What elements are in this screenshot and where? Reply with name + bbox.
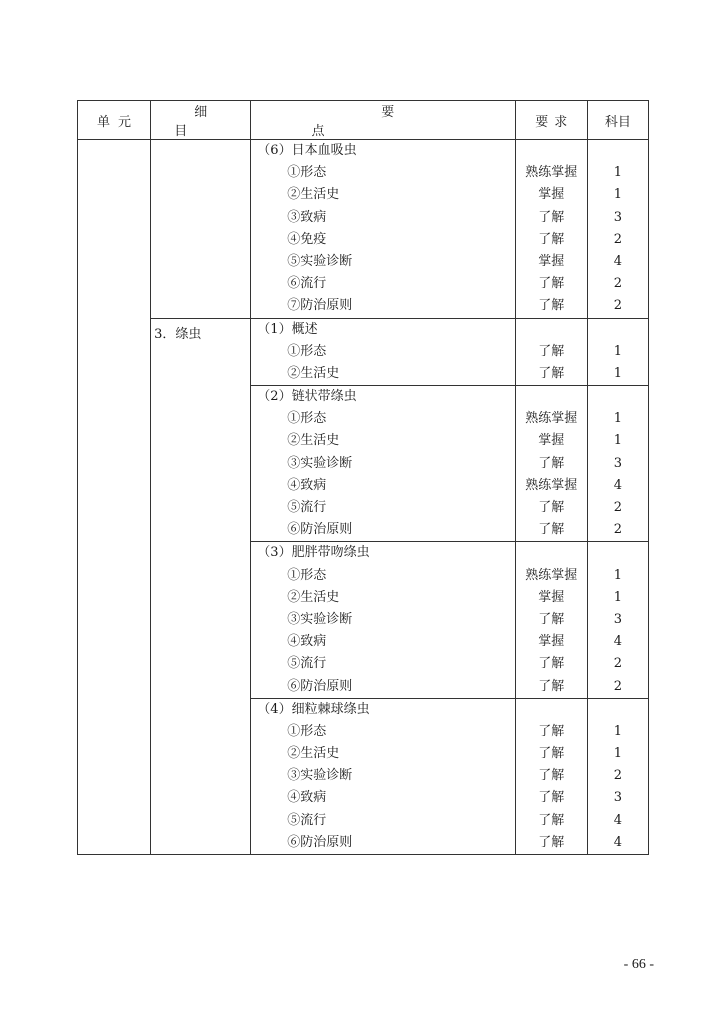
subject-value: 3 bbox=[613, 611, 623, 627]
header-subcategory: 细目 bbox=[151, 101, 251, 140]
requirement-cell bbox=[515, 140, 587, 319]
subject-value: 1 bbox=[613, 165, 623, 181]
subject-value: 2 bbox=[613, 768, 623, 784]
subject-value: 2 bbox=[613, 656, 623, 672]
requirement-value: 了解 bbox=[538, 723, 565, 739]
requirement-value: 熟练掌握 bbox=[525, 411, 578, 427]
requirement-value: 掌握 bbox=[538, 589, 565, 605]
subject-value: 3 bbox=[613, 455, 623, 471]
subject-cell bbox=[587, 698, 648, 854]
key-point-item: ⑥防治原则 bbox=[287, 522, 353, 538]
key-point-item: ④致病 bbox=[287, 634, 327, 650]
key-point-item: ⑤流行 bbox=[287, 812, 327, 828]
key-points-cell bbox=[251, 318, 515, 386]
header-requirement: 要求 bbox=[515, 101, 587, 140]
key-point-item: ①形态 bbox=[287, 165, 327, 181]
key-point-item: ⑥流行 bbox=[287, 276, 327, 292]
subcategory-cell bbox=[151, 318, 251, 855]
key-point-item: ②生活史 bbox=[287, 589, 340, 605]
key-point-item: ④致病 bbox=[287, 790, 327, 806]
key-point-item: ①形态 bbox=[287, 411, 327, 427]
subject-value: 2 bbox=[613, 231, 623, 247]
section-heading: （4）细粒棘球绦虫 bbox=[257, 701, 370, 717]
subject-value: 1 bbox=[613, 589, 623, 605]
header-unit: 单元 bbox=[78, 101, 151, 140]
section-row bbox=[78, 318, 649, 386]
requirement-value: 掌握 bbox=[538, 187, 565, 203]
key-points-cell bbox=[251, 542, 515, 698]
key-point-item: ③致病 bbox=[287, 209, 327, 225]
blank-line bbox=[516, 319, 587, 341]
requirement-value: 了解 bbox=[538, 746, 565, 762]
key-points-cell bbox=[251, 698, 515, 854]
subject-value: 1 bbox=[613, 746, 623, 762]
blank-line bbox=[588, 699, 648, 721]
requirement-value: 了解 bbox=[538, 678, 565, 694]
key-point-item: ①形态 bbox=[287, 567, 327, 583]
key-point-item: ④致病 bbox=[287, 477, 327, 493]
subject-cell bbox=[587, 542, 648, 698]
requirement-cell bbox=[515, 698, 587, 854]
subject-value: 2 bbox=[613, 298, 623, 314]
requirement-value: 了解 bbox=[538, 276, 565, 292]
key-point-item: ②生活史 bbox=[287, 187, 340, 203]
key-point-item: ②生活史 bbox=[287, 365, 340, 381]
requirement-value: 了解 bbox=[538, 365, 565, 381]
blank-line bbox=[588, 140, 648, 162]
requirement-value: 掌握 bbox=[538, 634, 565, 650]
requirement-value: 了解 bbox=[538, 768, 565, 784]
subject-value: 1 bbox=[613, 567, 623, 583]
blank-line bbox=[516, 140, 587, 162]
requirement-value: 了解 bbox=[538, 500, 565, 515]
requirement-value: 熟练掌握 bbox=[525, 165, 578, 181]
header-key-points: 要点 bbox=[251, 101, 515, 140]
requirement-value: 掌握 bbox=[538, 253, 565, 269]
subject-value: 4 bbox=[613, 253, 623, 269]
subject-value: 1 bbox=[613, 187, 623, 203]
key-point-item: ⑥防治原则 bbox=[287, 834, 353, 850]
key-point-item: ③实验诊断 bbox=[287, 768, 353, 784]
key-point-item: ①形态 bbox=[287, 723, 327, 739]
section-heading: （2）链状带绦虫 bbox=[257, 389, 357, 405]
requirement-value: 了解 bbox=[538, 790, 565, 806]
subject-value: 1 bbox=[613, 723, 623, 739]
requirement-value: 了解 bbox=[538, 455, 565, 471]
subject-value: 2 bbox=[613, 522, 623, 538]
key-point-item: ⑦防治原则 bbox=[287, 298, 353, 314]
key-points-cell bbox=[251, 386, 515, 542]
subject-value: 4 bbox=[613, 477, 623, 493]
requirement-value: 掌握 bbox=[538, 433, 565, 449]
section-heading: （3）肥胖带吻绦虫 bbox=[257, 545, 370, 561]
requirement-value: 了解 bbox=[538, 834, 565, 850]
blank-line bbox=[516, 542, 587, 564]
requirement-value: 了解 bbox=[538, 298, 565, 314]
subcategory-cell bbox=[151, 140, 251, 319]
key-point-item: ⑤流行 bbox=[287, 656, 327, 672]
header-row bbox=[78, 101, 649, 140]
subject-value: 2 bbox=[613, 500, 623, 515]
page-number: - 66 - bbox=[623, 957, 654, 972]
key-point-item: ②生活史 bbox=[287, 433, 340, 449]
requirement-value: 了解 bbox=[538, 209, 565, 225]
subject-value: 2 bbox=[613, 678, 623, 694]
requirement-cell bbox=[515, 318, 587, 386]
key-point-item: ②生活史 bbox=[287, 746, 340, 762]
key-point-item: ③实验诊断 bbox=[287, 455, 353, 471]
key-point-item: ⑤实验诊断 bbox=[287, 253, 353, 269]
blank-line bbox=[588, 386, 648, 408]
subject-value: 1 bbox=[613, 433, 623, 449]
section-row bbox=[78, 140, 649, 319]
subject-value: 4 bbox=[613, 812, 623, 828]
subject-value: 2 bbox=[613, 276, 623, 292]
unit-cell bbox=[78, 140, 151, 855]
syllabus-table bbox=[77, 100, 649, 855]
subject-cell bbox=[587, 386, 648, 542]
header-subject: 科目 bbox=[587, 101, 648, 140]
subject-value: 1 bbox=[613, 365, 623, 381]
requirement-value: 了解 bbox=[538, 231, 565, 247]
requirement-value: 了解 bbox=[538, 343, 565, 359]
blank-line bbox=[588, 542, 648, 564]
requirement-value: 了解 bbox=[538, 812, 565, 828]
subject-value: 1 bbox=[613, 411, 623, 427]
requirement-value: 熟练掌握 bbox=[525, 477, 578, 493]
subcategory-label: 3．绦虫 bbox=[154, 326, 202, 342]
requirement-cell bbox=[515, 542, 587, 698]
key-points-cell bbox=[251, 140, 515, 319]
subject-value: 4 bbox=[613, 634, 623, 650]
key-point-item: ①形态 bbox=[287, 343, 327, 359]
blank-line bbox=[516, 699, 587, 721]
blank-line bbox=[516, 386, 587, 408]
requirement-value: 了解 bbox=[538, 611, 565, 627]
blank-line bbox=[588, 319, 648, 341]
key-point-item: ⑤流行 bbox=[287, 500, 327, 515]
key-point-item: ③实验诊断 bbox=[287, 611, 353, 627]
key-point-item: ⑥防治原则 bbox=[287, 678, 353, 694]
subject-value: 1 bbox=[613, 343, 623, 359]
section-heading: （6）日本血吸虫 bbox=[257, 143, 357, 158]
requirement-value: 熟练掌握 bbox=[525, 567, 578, 583]
subject-value: 3 bbox=[613, 790, 623, 806]
section-heading: （1）概述 bbox=[257, 321, 318, 337]
subject-value: 4 bbox=[613, 834, 623, 850]
subject-cell bbox=[587, 318, 648, 386]
requirement-cell bbox=[515, 386, 587, 542]
requirement-value: 了解 bbox=[538, 522, 565, 538]
subject-cell bbox=[587, 140, 648, 319]
key-point-item: ④免疫 bbox=[287, 231, 327, 247]
requirement-value: 了解 bbox=[538, 656, 565, 672]
subject-value: 3 bbox=[613, 209, 623, 225]
